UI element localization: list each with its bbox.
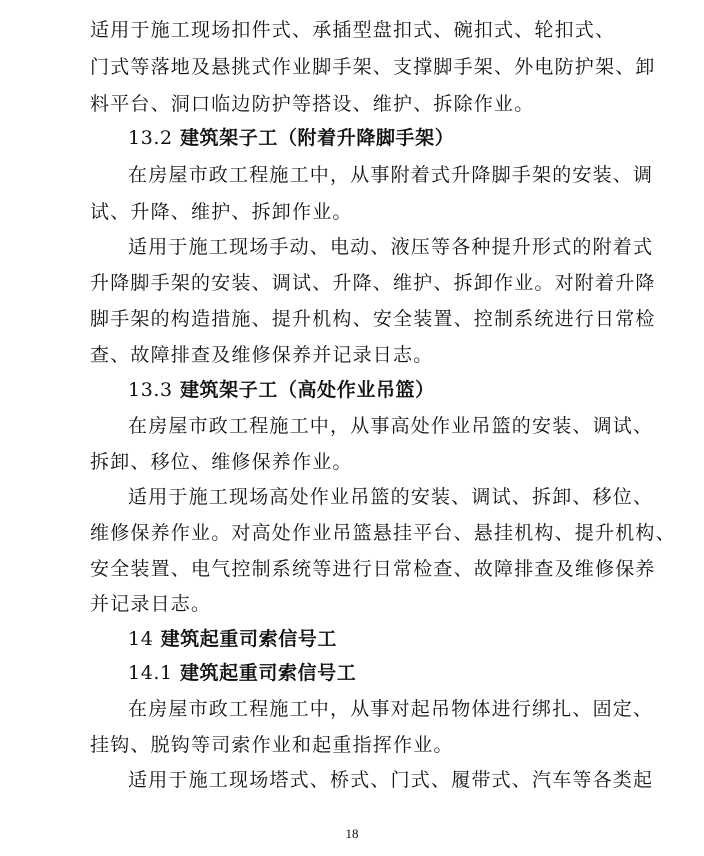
- body-line: 适用于施工现场高处作业吊篮的安装、调试、拆卸、移位、: [128, 486, 654, 508]
- body-line: 在房屋市政工程施工中，从事附着式升降脚手架的安装、调: [128, 164, 654, 186]
- section-heading-13-3: [128, 378, 668, 402]
- body-line: 升降脚手架的安装、调试、升降、维护、拆卸作业。对附着升降: [90, 272, 656, 294]
- body-line: 脚手架的构造措施、提升机构、安全装置、控制系统进行日常检: [90, 308, 656, 330]
- section-title: 建筑架子工（高处作业吊篮）: [179, 379, 435, 401]
- chapter-title: 建筑起重司索信号工: [160, 628, 338, 650]
- section-heading-14-1: [128, 661, 668, 685]
- body-line: 并记录日志。: [90, 593, 212, 615]
- body-line: 试、升降、维护、拆卸作业。: [90, 201, 353, 223]
- section-number: 14.1: [128, 662, 173, 684]
- chapter-heading-14: [128, 627, 668, 651]
- body-line: 门式等落地及悬挑式作业脚手架、支撑脚手架、外电防护架、卸: [90, 56, 656, 78]
- body-line: 适用于施工现场扣件式、承插型盘扣式、碗扣式、轮扣式、: [90, 19, 616, 41]
- body-line: 查、故障排查及维修保养并记录日志。: [90, 344, 434, 366]
- body-line: 适用于施工现场塔式、桥式、门式、履带式、汽车等各类起: [128, 769, 654, 791]
- body-line: 在房屋市政工程施工中，从事对起吊物体进行绑扎、固定、: [128, 698, 654, 720]
- body-line: 拆卸、移位、维修保养作业。: [90, 451, 353, 473]
- section-title: 建筑架子工（附着升降脚手架）: [179, 127, 455, 149]
- body-line: 安全装置、电气控制系统等进行日常检查、故障排查及维修保养: [90, 558, 656, 580]
- page-number: 18: [345, 826, 359, 841]
- body-line: 维修保养作业。对高处作业吊篮悬挂平台、悬挂机构、提升机构、: [90, 522, 676, 544]
- body-line: 在房屋市政工程施工中，从事高处作业吊篮的安装、调试、: [128, 415, 654, 437]
- section-number: 13.3: [128, 379, 173, 401]
- body-line: 料平台、洞口临边防护等搭设、维护、拆除作业。: [90, 93, 535, 115]
- section-number: 13.2: [128, 127, 173, 149]
- body-line: 挂钩、脱钩等司索作业和起重指挥作业。: [90, 734, 454, 756]
- section-title: 建筑起重司索信号工: [179, 662, 357, 684]
- body-line: 适用于施工现场手动、电动、液压等各种提升形式的附着式: [128, 236, 654, 258]
- chapter-number: 14: [128, 628, 154, 650]
- section-heading-13-2: [128, 126, 668, 150]
